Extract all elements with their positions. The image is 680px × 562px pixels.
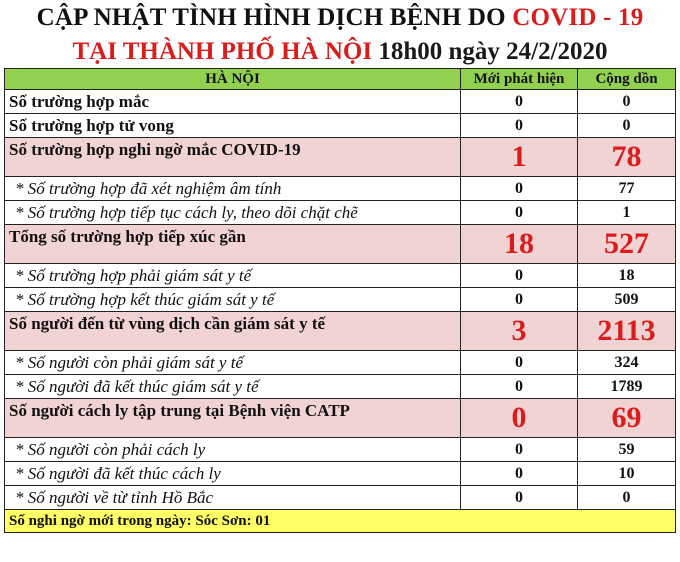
row-total-value: 1 [578, 201, 676, 225]
row-total-value: 0 [578, 90, 676, 114]
row-label: Số trường hợp mắc [5, 90, 461, 114]
table-footer-row [5, 510, 676, 533]
row-label: Số trường hợp nghi ngờ mắc COVID-19 [5, 138, 461, 177]
row-label: * Số trường hợp kết thúc giám sát y tế [5, 288, 461, 312]
row-label: Tổng số trường hợp tiếp xúc gần [5, 225, 461, 264]
row-label: Số người đến từ vùng dịch cần giám sát y tế [5, 312, 461, 351]
table-row [5, 375, 676, 399]
table-row-highlight [5, 312, 676, 351]
row-new-value: 0 [461, 288, 578, 312]
row-total-value: 77 [578, 177, 676, 201]
row-new-value: 0 [461, 399, 578, 438]
row-new-value: 0 [461, 462, 578, 486]
table-row [5, 438, 676, 462]
row-new-value: 0 [461, 375, 578, 399]
row-label: * Số người còn phải cách ly [5, 438, 461, 462]
row-label: Số trường hợp tử vong [5, 114, 461, 138]
row-total-value: 18 [578, 264, 676, 288]
table-row-highlight [5, 225, 676, 264]
row-new-value: 0 [461, 438, 578, 462]
table-row [5, 90, 676, 114]
title-covid-highlight: COVID - 19 [512, 4, 644, 31]
row-label: * Số trường hợp tiếp tục cách ly, theo dõi chặt chẽ [5, 201, 461, 225]
row-new-value: 0 [461, 264, 578, 288]
table-row [5, 351, 676, 375]
row-total-value: 59 [578, 438, 676, 462]
row-label: * Số người về từ tỉnh Hồ Bắc [5, 486, 461, 510]
row-label: * Số người đã kết thúc cách ly [5, 462, 461, 486]
row-label: * Số người còn phải giám sát y tế [5, 351, 461, 375]
column-header-new: Mới phát hiện [461, 69, 578, 90]
table-row [5, 486, 676, 510]
table-row [5, 462, 676, 486]
table-row [5, 288, 676, 312]
row-total-value: 0 [578, 114, 676, 138]
statistics-table [4, 68, 676, 533]
table-row-highlight [5, 399, 676, 438]
row-label: * Số trường hợp phải giám sát y tế [5, 264, 461, 288]
row-total-value: 527 [578, 225, 676, 264]
footer-note: Số nghi ngờ mới trong ngày: Sóc Sơn: 01 [5, 510, 676, 533]
table-row-highlight [5, 138, 676, 177]
table-row [5, 177, 676, 201]
row-total-value: 324 [578, 351, 676, 375]
title-line-1-text: CẬP NHẬT TÌNH HÌNH DỊCH BỆNH DO [36, 4, 513, 31]
row-total-value: 69 [578, 399, 676, 438]
title-datetime: 18h00 ngày 24/2/2020 [378, 38, 608, 65]
column-header-region: HÀ NỘI [5, 69, 461, 90]
table-row [5, 114, 676, 138]
table-row [5, 264, 676, 288]
table-header-row [5, 69, 676, 90]
row-new-value: 1 [461, 138, 578, 177]
row-label: Số người cách ly tập trung tại Bệnh viện CATP [5, 399, 461, 438]
row-new-value: 0 [461, 486, 578, 510]
title-line-2-text: TẠI THÀNH PHỐ HÀ NỘI [72, 38, 379, 65]
row-new-value: 0 [461, 114, 578, 138]
row-total-value: 509 [578, 288, 676, 312]
row-total-value: 2113 [578, 312, 676, 351]
table-row [5, 201, 676, 225]
row-total-value: 1789 [578, 375, 676, 399]
title-line-1 [0, 2, 680, 34]
row-new-value: 0 [461, 201, 578, 225]
column-header-total: Cộng dồn [578, 69, 676, 90]
row-new-value: 0 [461, 90, 578, 114]
row-new-value: 0 [461, 177, 578, 201]
row-total-value: 78 [578, 138, 676, 177]
row-new-value: 0 [461, 351, 578, 375]
row-label: * Số người đã kết thúc giám sát y tế [5, 375, 461, 399]
row-new-value: 18 [461, 225, 578, 264]
title-line-2 [0, 36, 680, 68]
row-total-value: 10 [578, 462, 676, 486]
row-new-value: 3 [461, 312, 578, 351]
row-total-value: 0 [578, 486, 676, 510]
row-label: * Số trường hợp đã xét nghiệm âm tính [5, 177, 461, 201]
